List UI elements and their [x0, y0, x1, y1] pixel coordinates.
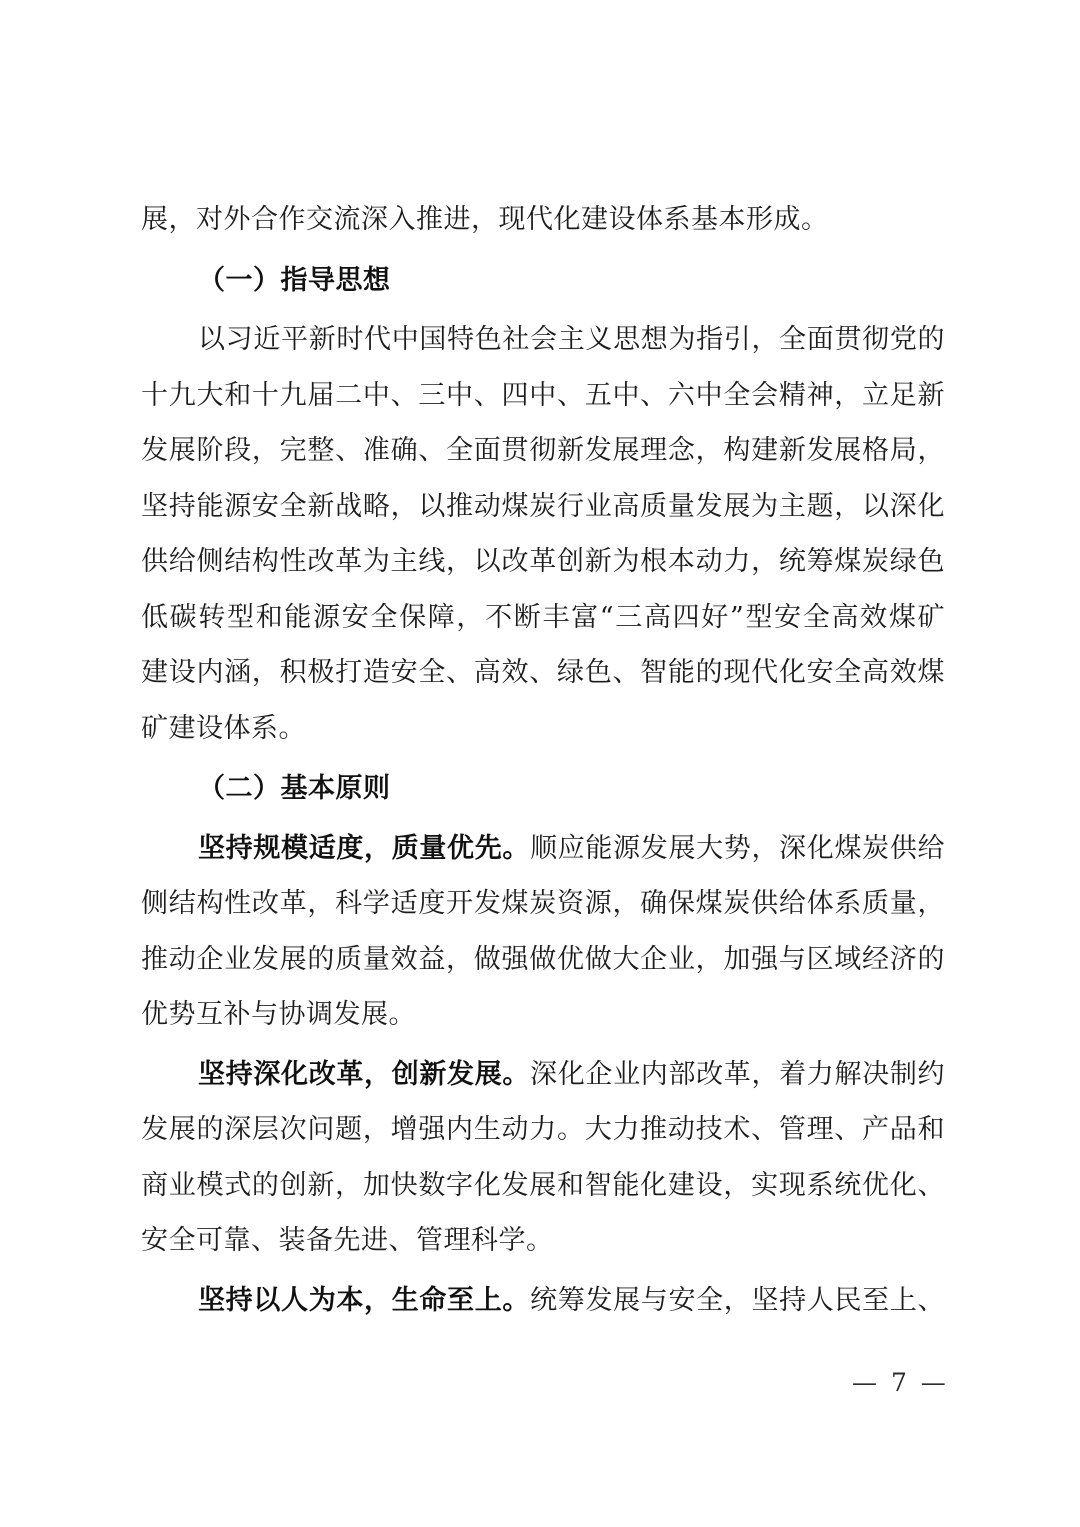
text-segment: 侧结构性改革，科学适度开发煤炭资源，确保煤炭供给体系质量， — [141, 888, 945, 919]
text-segment: 坚持能源安全新战略，以推动煤炭行业高质量发展为主题，以深化 — [141, 490, 945, 522]
text-line — [141, 479, 945, 535]
text-segment: 展，对外合作交流深入推进，现代化建设体系基本形成。 — [141, 204, 829, 235]
text-line — [141, 821, 945, 877]
text-segment: 深化企业内部改革，着力解决制约 — [530, 1058, 945, 1090]
bold-text-segment: 坚持以人为本，生命至上。 — [198, 1284, 531, 1316]
text-segment: 发展的深层次问题，增强内生动力。大力推动技术、管理、产品和 — [141, 1114, 945, 1145]
text-line — [141, 645, 945, 701]
text-line — [141, 312, 945, 368]
text-segment: 发展阶段，完整、准确、全面贯彻新发展理念，构建新发展格局， — [141, 435, 945, 466]
text-segment: 优势互补与协调发展。 — [141, 999, 416, 1030]
text-line — [141, 368, 945, 424]
text-segment: 商业模式的创新，加快数字化发展和智能化建设，实现系统优化、 — [141, 1169, 945, 1201]
text-segment: 以习近平新时代中国特色社会主义思想为指引，全面贯彻党的 — [198, 324, 945, 355]
bold-text-segment: （二）基本原则 — [198, 773, 391, 804]
document-body — [141, 192, 945, 1328]
section-heading — [141, 761, 945, 817]
text-segment: 统筹发展与安全，坚持人民至上、 — [530, 1284, 945, 1316]
text-line — [141, 1102, 945, 1158]
bold-text-segment: 坚持规模适度，质量优先。 — [198, 832, 531, 864]
text-line — [141, 1047, 945, 1103]
text-segment: 建设内涵，积极打造安全、高效、绿色、智能的现代化安全高效煤 — [141, 657, 945, 688]
text-segment: 低碳转型和能源安全保障，不断丰富“三高四好”型安全高效煤矿 — [141, 601, 945, 633]
text-line — [141, 1213, 945, 1269]
text-segment: 顺应能源发展大势，深化煤炭供给 — [530, 832, 945, 864]
text-segment: 供给侧结构性改革为主线，以改革创新为根本动力，统筹煤炭绿色 — [141, 546, 945, 577]
text-line — [141, 876, 945, 932]
text-segment: 安全可靠、装备先进、管理科学。 — [141, 1225, 554, 1256]
text-line — [141, 1273, 945, 1329]
text-segment: 十九大和十九届二中、三中、四中、五中、六中全会精神，立足新 — [141, 379, 945, 411]
text-line — [141, 987, 945, 1043]
bold-text-segment: 坚持深化改革，创新发展。 — [198, 1058, 531, 1090]
text-line — [141, 590, 945, 646]
text-line — [141, 192, 945, 248]
text-segment: 推动企业发展的质量效益，做强做优做大企业，加强与区域经济的 — [141, 943, 945, 975]
bold-text-segment: （一）指导思想 — [198, 264, 391, 296]
text-line — [141, 701, 945, 757]
page-number: — 7 — — [852, 1368, 949, 1397]
text-line — [141, 932, 945, 988]
text-line — [141, 423, 945, 479]
text-segment: 矿建设体系。 — [141, 712, 306, 744]
text-line — [141, 1158, 945, 1214]
text-line — [141, 534, 945, 590]
section-heading — [141, 253, 945, 309]
